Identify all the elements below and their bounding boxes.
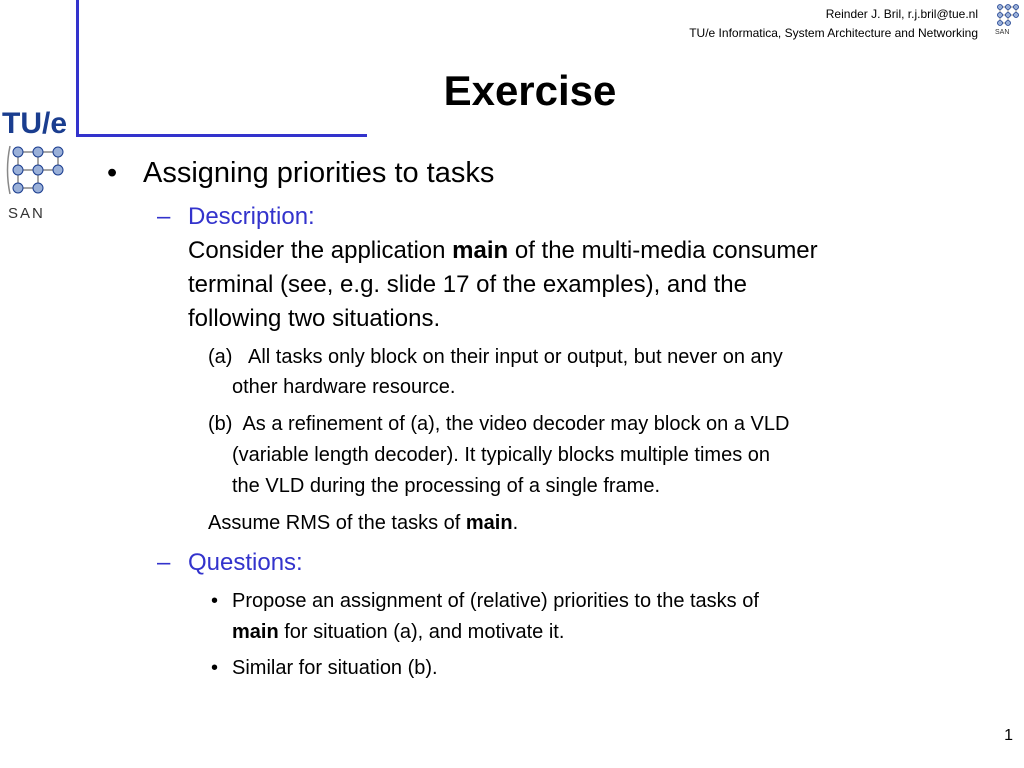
description-label: Description: (188, 203, 315, 230)
question-1-line-1: Propose an assignment of (relative) priorities to the tasks of (232, 590, 759, 612)
situation-b-line-1: (b) As a refinement of (a), the video decoder may block on a VLD (208, 413, 790, 435)
description-line-1-text: Consider the application (188, 237, 453, 264)
question-2-line-1: Similar for situation (b). (232, 657, 438, 679)
page-number: 1 (1004, 727, 1013, 744)
san-logo-text: SAN (8, 205, 45, 222)
description-line-3: following two situations. (188, 305, 441, 332)
assume-app-name: main (465, 512, 513, 534)
bullet-main-text: Assigning priorities to tasks (143, 157, 495, 189)
assume-line (208, 508, 518, 539)
question-1-app-name: main (232, 621, 279, 643)
situation-b-line-2: (variable length decoder). It typically blocks multiple times on (232, 444, 771, 466)
tue-logo-text: TU/e (2, 107, 68, 140)
questions-label: Questions: (188, 549, 303, 576)
assume-period: . (512, 512, 519, 534)
san-small-logo-text: SAN (995, 29, 1010, 36)
description-marker: – (157, 203, 171, 230)
header-author: Reinder J. Bril, r.j.bril@tue.nl (825, 7, 978, 21)
assume-text: Assume RMS of the tasks of (208, 512, 466, 534)
question-1-line-2 (232, 617, 564, 648)
slide-title: Exercise (443, 67, 617, 114)
bullet-marker: • (107, 157, 118, 189)
question-1-marker: • (211, 590, 219, 612)
question-2-marker: • (211, 657, 219, 679)
question-1-line-2-text: for situation (a), and motivate it. (278, 621, 565, 643)
header-affiliation: TU/e Informatica, System Architecture and Networking (689, 26, 978, 40)
questions-marker: – (157, 549, 171, 576)
situation-a-line-1: (a) All tasks only block on their input or output, but never on any (208, 346, 783, 368)
description-line-2: terminal (see, e.g. slide 17 of the examples), and the (188, 271, 747, 298)
situation-b-line-3: the VLD during the processing of a single frame. (232, 475, 661, 497)
app-name-main: main (452, 237, 509, 264)
description-line-1 (188, 234, 818, 268)
description-line-1-tail: of the multi-media consumer (508, 237, 818, 264)
situation-a-line-2: other hardware resource. (232, 376, 456, 398)
